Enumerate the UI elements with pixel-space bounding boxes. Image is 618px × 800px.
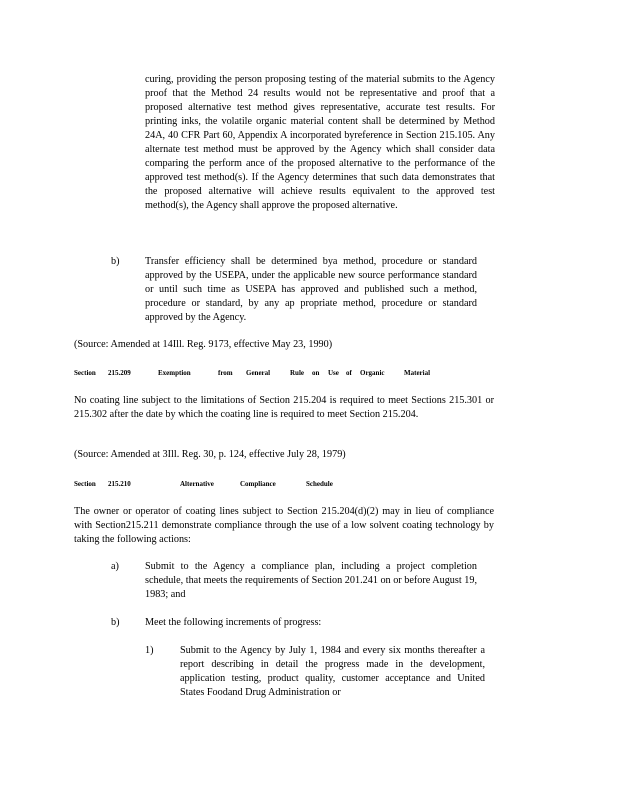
paragraph-curing: curing, providing the person proposing testing of the material submits to the Agency proof that the Method 24 results would not be representative and proof that a proposed alternative test method gives representative, accurate test results. For printing inks, the volatile organic material content shall be determined by Method 24A, 40 CFR Part 60, Appendix A incorporated byreference in Section 215.105. Any alternate test method must be approved by the Agency which shall consider data comparing the perform ance of the proposed alternative to the performance of the approved test method(s). If the Agency determines that such data demonstrates that the proposed alternative will achieve results equivalent to the approved test method(s), the Agency shall approve the proposed alternative. <box>145 74 495 211</box>
section-word: Section <box>74 369 96 377</box>
section-title-word: General <box>246 369 271 377</box>
item-b2-text: Meet the following increments of progress: <box>145 617 322 628</box>
item-b2-label: b) <box>111 617 120 628</box>
section-title-word: on <box>312 369 320 377</box>
item-1-label: 1) <box>145 645 154 656</box>
item-a2-text: Submit to the Agency a compliance plan, including a project completion schedule, that meets the requirements of Section 201.241 on or before August 19, 1983; and <box>145 561 477 600</box>
source-note-2: (Source: Amended at 3Ill. Reg. 30, p. 124, effective July 28, 1979) <box>74 449 346 460</box>
section-title-word: Schedule <box>306 480 333 488</box>
section-number: 215.209 <box>108 369 131 377</box>
source-note-1: (Source: Amended at 14Ill. Reg. 9173, effective May 23, 1990) <box>74 339 333 350</box>
paragraph-215-209: No coating line subject to the limitations of Section 215.204 is required to meet Sections 215.301 or 215.302 after the date by which the coating line is required to meet Section 215.204. <box>74 395 494 420</box>
section-title-word: Exemption <box>158 369 191 377</box>
section-title-word: of <box>346 369 352 377</box>
section-title-word: from <box>218 369 233 377</box>
section-title-word: Alternative <box>180 480 214 488</box>
item-b-label: b) <box>111 256 120 267</box>
item-a2-label: a) <box>111 561 119 572</box>
item-b-text: Transfer efficiency shall be determined bya method, procedure or standard approved by the USEPA, under the applicable new source performance standard or until such time as USEPA has approved and published such a method, procedure or standard, by any ap propriate method, procedure or standard approved by the Agency. <box>145 256 477 323</box>
section-title-word: Rule <box>290 369 304 377</box>
section-title-word: Compliance <box>240 480 276 488</box>
section-heading-215-209 <box>74 368 430 378</box>
section-heading-215-210 <box>74 479 333 489</box>
section-title-word: Organic <box>360 369 385 377</box>
section-number: 215.210 <box>108 480 131 488</box>
section-title-word: Use <box>328 369 339 377</box>
paragraph-215-210: The owner or operator of coating lines subject to Section 215.204(d)(2) may in lieu of compliance with Section215.211 demonstrate compliance through the use of a low solvent coating technology by taking the following actions: <box>74 506 494 545</box>
section-title-word: Material <box>404 369 431 377</box>
section-word: Section <box>74 480 96 488</box>
item-1-text: Submit to the Agency by July 1, 1984 and every six months thereafter a report describing in detail the progress made in the development, application testing, product quality, customer acceptance and United States Foodand Drug Administration or <box>180 645 485 698</box>
